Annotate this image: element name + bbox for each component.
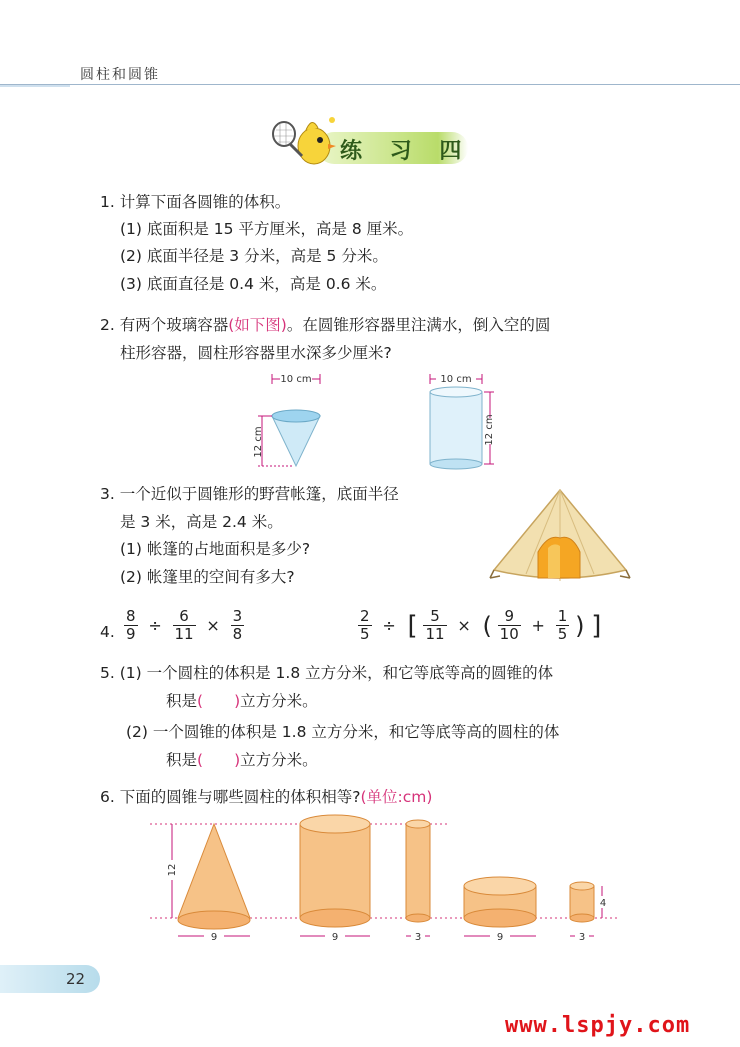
q3-item-1: (1) 帐篷的占地面积是多少? [120, 540, 311, 558]
q6-cylinder3-base-label: 9 [496, 932, 504, 943]
q2-cone-height-label: 12 cm [253, 426, 264, 458]
fraction: $\frac{5}{11}$ [425, 607, 445, 643]
glass-cone-figure [250, 368, 330, 472]
page-number: 22 [66, 970, 86, 988]
q2-line-1 [100, 313, 660, 337]
q2-cylinder-height-label: 12 cm [484, 414, 495, 446]
q4-label: 4. [100, 623, 115, 641]
watermark: www.lspjy.com [505, 1013, 691, 1038]
q5-part2-line1: (2) 一个圆锥的体积是 1.8 立方分米，和它等底等高的圆柱的体 [126, 723, 560, 741]
fraction: $\frac{1}{5}$ [557, 607, 568, 643]
fraction: $\frac{9}{10}$ [499, 607, 519, 643]
q5-answer-blank-1[interactable]: ( ) [197, 692, 241, 710]
q2-line1-b: 。在圆锥形容器里注满水，倒入空的圆 [286, 316, 551, 334]
q1-item-3: (3) 底面直径是 0.4 米，高是 0.6 米。 [120, 275, 387, 293]
q6-cylinder-1 [300, 824, 370, 918]
q6-shapes-figure [150, 810, 620, 952]
q6-cone-height-label: 12 [167, 863, 178, 877]
q6-cone [178, 824, 250, 925]
q2-line1-a: 2. 有两个玻璃容器 [100, 316, 229, 334]
q5-part1-line1: 5. (1) 一个圆柱的体积是 1.8 立方分米，和它等底等高的圆锥的体 [100, 664, 554, 682]
q4-expression-2: $\frac{2}{5}$ ÷ [ $\frac{5}{11}$ × ( $\frac{9}{10}$ + $\frac{1}{5}$ ) ] [360, 607, 602, 643]
section-title: 练 习 四 [340, 139, 472, 164]
header-divider [0, 84, 740, 85]
tent-figure [486, 486, 634, 588]
fraction: $\frac{6}{11}$ [174, 607, 194, 643]
q6-cylinder2-base-label: 3 [414, 932, 422, 943]
q3-line-2: 是 3 米，高是 2.4 米。 [120, 513, 283, 531]
q1-item-1: (1) 底面积是 15 平方厘米，高是 8 厘米。 [120, 220, 414, 238]
q1-title: 1. 计算下面各圆锥的体积。 [100, 193, 291, 211]
header-title: 圆柱和圆锥 [80, 67, 160, 83]
q6-cylinder-4 [570, 886, 594, 918]
q2-cone-width-label: 10 cm [280, 374, 312, 385]
q5-part1-line2: 积是( )立方分米。 [166, 692, 318, 710]
q6-line: 6. 下面的圆锥与哪些圆柱的体积相等?(单位:cm) [100, 788, 433, 806]
q3-line-1: 3. 一个近似于圆锥形的野营帐篷，底面半径 [100, 485, 399, 503]
q1-item-2: (2) 底面半径是 3 分米，高是 5 分米。 [120, 247, 388, 265]
q5-part2-line2: 积是( )立方分米。 [166, 751, 318, 769]
q6-cylinder4-height-label: 4 [599, 898, 607, 909]
glass-cylinder-figure [418, 368, 500, 472]
q6-cylinder4-base-label: 3 [578, 932, 586, 943]
q6-unit: (单位:cm) [360, 788, 433, 806]
q4-expression-1: $\frac{8}{9}$ ÷ $\frac{6}{11}$ × $\frac{3}{8}$ [126, 607, 243, 643]
q5-answer-blank-2[interactable]: ( ) [197, 751, 241, 769]
q3-item-2: (2) 帐篷里的空间有多大? [120, 568, 295, 586]
q6-cylinder1-base-label: 9 [331, 932, 339, 943]
mascot-icon [268, 112, 338, 168]
q2-figure-ref: (如下图) [228, 316, 287, 334]
fraction: $\frac{2}{5}$ [360, 607, 370, 643]
q2-line-2: 柱形容器，圆柱形容器里水深多少厘米? [120, 344, 392, 362]
q6-cylinder-2 [406, 824, 430, 918]
q2-cylinder-width-label: 10 cm [440, 374, 472, 385]
fraction: $\frac{3}{8}$ [232, 607, 243, 643]
q6-cone-base-label: 9 [210, 932, 218, 943]
header-band [0, 85, 70, 87]
fraction: $\frac{8}{9}$ [126, 607, 136, 643]
